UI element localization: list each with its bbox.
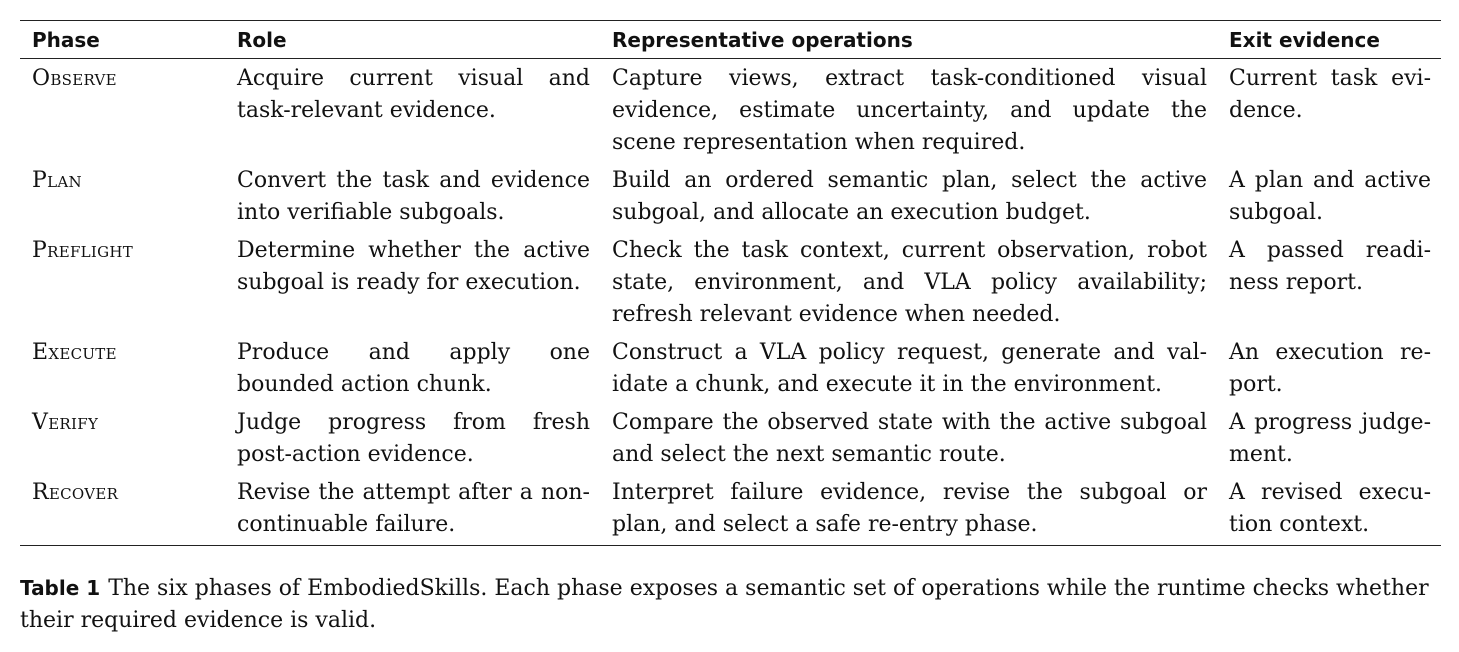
table-row [20,235,1441,337]
role-cell: Acquire current visual and task-relevant evidence. [237,66,590,123]
role-cell: Determine whether the active subgoal is ready for execution. [237,238,590,295]
header-row [20,21,1441,59]
table-row [20,59,1441,166]
exit-evidence-cell: A passed readiness report. [1229,238,1431,295]
phase-cell: Plan [32,168,82,193]
operations-cell: Compare the observed state with the active subgoal and select the next semantic route. [612,410,1207,467]
exit-evidence-cell: A plan and active subgoal. [1229,168,1431,225]
table-row [20,165,1441,235]
paper-page [20,20,1441,637]
header-role: Role [237,28,287,52]
table-row [20,477,1441,546]
table-body [20,59,1441,546]
operations-cell: Interpret failure evidence, revise the subgoal or plan, and select a safe re-entry phase. [612,480,1207,537]
caption-label: Table 1 [20,576,101,600]
phase-cell: Execute [32,340,117,365]
exit-evidence-cell: A progress judgement. [1229,410,1431,467]
header-phase: Phase [32,28,100,52]
table-header [20,21,1441,59]
role-cell: Produce and apply one bounded action chunk. [237,340,590,397]
exit-evidence-cell: Current task evidence. [1229,66,1431,123]
role-cell: Convert the task and evidence into verifiable subgoals. [237,168,590,225]
exit-evidence-cell: An execution report. [1229,340,1431,397]
caption-text: The six phases of EmbodiedSkills. Each phase exposes a semantic set of operations while the runtime checks whether their required evidence is valid. [20,576,1429,633]
table-row [20,407,1441,477]
header-operations: Representative operations [612,28,913,52]
phases-table [20,20,1441,546]
role-cell: Judge progress from fresh post-action evidence. [237,410,590,467]
operations-cell: Check the task context, current observation, robot state, environment, and VLA policy availability; refresh relevant evidence when needed. [612,238,1207,327]
operations-cell: Construct a VLA policy request, generate and validate a chunk, and execute it in the environment. [612,340,1207,397]
operations-cell: Capture views, extract task-conditioned visual evidence, estimate uncertainty, and update the scene representation when required. [612,66,1207,155]
phase-cell: Preflight [32,238,134,263]
phase-cell: Observe [32,66,117,91]
operations-cell: Build an ordered semantic plan, select the active subgoal, and allocate an execution budget. [612,168,1207,225]
header-exit-evidence: Exit evidence [1229,28,1380,52]
role-cell: Revise the attempt after a non-continuable failure. [237,480,590,537]
table-row [20,337,1441,407]
phase-cell: Recover [32,480,119,505]
exit-evidence-cell: A revised execution context. [1229,480,1431,537]
table-caption [20,572,1441,637]
phase-cell: Verify [32,410,99,435]
